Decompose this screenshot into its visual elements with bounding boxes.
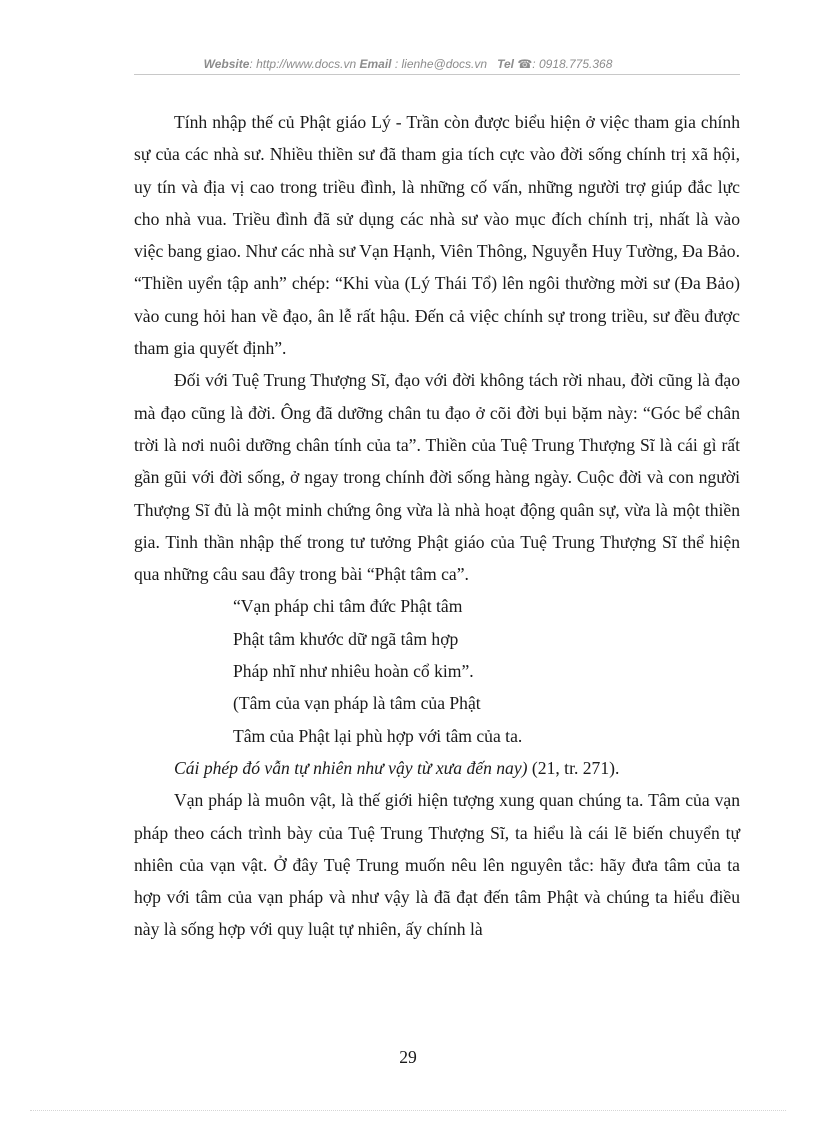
- paragraph-2: Đối với Tuệ Trung Thượng Sĩ, đạo với đời không tách rời nhau, đời cũng là đạo mà đạo cũng là đời. Ông đã dưỡng chân tu đạo ở cõi đời bụi bặm này: “Góc bể chân trời là nơi nuôi dưỡng chân tính của ta”. Thiền của Tuệ Trung Thượng Sĩ là cái gì rất gần gũi với đời sống, ở ngay trong chính đời sống hàng ngày. Cuộc đời và con người Thượng Sĩ đủ là một minh chứng ông vừa là nhà hoạt động quân sự, vừa là một thiền gia. Tinh thần nhập thế trong tư tưởng Phật giáo của Tuệ Trung Thượng Sĩ thể hiện qua những câu sau đây trong bài “Phật tâm ca”.: [134, 370, 740, 585]
- poem-line: (Tâm của vạn pháp là tâm của Phật: [233, 693, 481, 714]
- footer-divider: [30, 1110, 786, 1111]
- paragraph-3: Vạn pháp là muôn vật, là thế giới hiện tượng xung quan chúng ta. Tâm của vạn pháp theo cách trình bày của Tuệ Trung Thượng Sĩ, ta hiểu là cái lẽ biến chuyển tự nhiên của vạn vật. Ở đây Tuệ Trung muốn nêu lên nguyên tắc: hãy đưa tâm của ta hợp với tâm của vạn pháp và như vậy là đã đạt đến tâm Phật và chúng ta hiểu điều này là sống hợp với quy luật tự nhiên, ấy chính là: [134, 790, 740, 940]
- tel-value: : 0918.775.368: [532, 57, 613, 71]
- poem-block: [134, 590, 740, 751]
- citation: (21, tr. 271).: [527, 757, 620, 778]
- paragraph-1: Tính nhập thế củ Phật giáo Lý - Trần còn được biểu hiện ở việc tham gia chính sự của các nhà sư. Nhiều thiền sư đã tham gia tích cực vào đời sống chính trị xã hội, uy tín và địa vị cao trong triều đình, là những cố vấn, những người trợ giúp đắc lực cho nhà vua. Triều đình đã sử dụng các nhà sư vào mục đích chính trị, nhất là vào việc bang giao. Như các nhà sư Vạn Hạnh, Viên Thông, Nguyễn Huy Tường, Đa Bảo. “Thiền uyển tập anh” chép: “Khi vùa (Lý Thái Tổ) lên ngôi thường mời sư (Đa Bảo) vào cung hỏi han về đạo, ân lễ rất hậu. Đến cả việc chính sự trong triều, sư đều được tham gia quyết định”.: [134, 112, 740, 359]
- poem-closing-text: Cái phép đó vẫn tự nhiên như vậy từ xưa đến nay): [174, 757, 528, 778]
- poem-line: Phật tâm khước dữ ngã tâm hợp: [233, 628, 459, 649]
- phone-icon: ☎: [517, 57, 533, 71]
- poem-line: Tâm của Phật lại phù hợp với tâm của ta.: [233, 725, 523, 746]
- poem-closing-line: [134, 752, 740, 784]
- website-label: Website: [203, 57, 250, 71]
- email-value: : lienhe@docs.vn: [391, 57, 488, 71]
- page-number: 29: [399, 1047, 417, 1067]
- poem-line: Pháp nhĩ như nhiêu hoàn cổ kim”.: [233, 661, 474, 682]
- tel-label: Tel: [497, 57, 514, 71]
- email-label: Email: [359, 57, 392, 71]
- poem-line: “Vạn pháp chi tâm đức Phật tâm: [233, 596, 463, 617]
- website-value: : http://www.docs.vn: [249, 57, 357, 71]
- page-header: [0, 57, 816, 71]
- header-divider: [134, 74, 740, 75]
- page-content: [134, 106, 740, 946]
